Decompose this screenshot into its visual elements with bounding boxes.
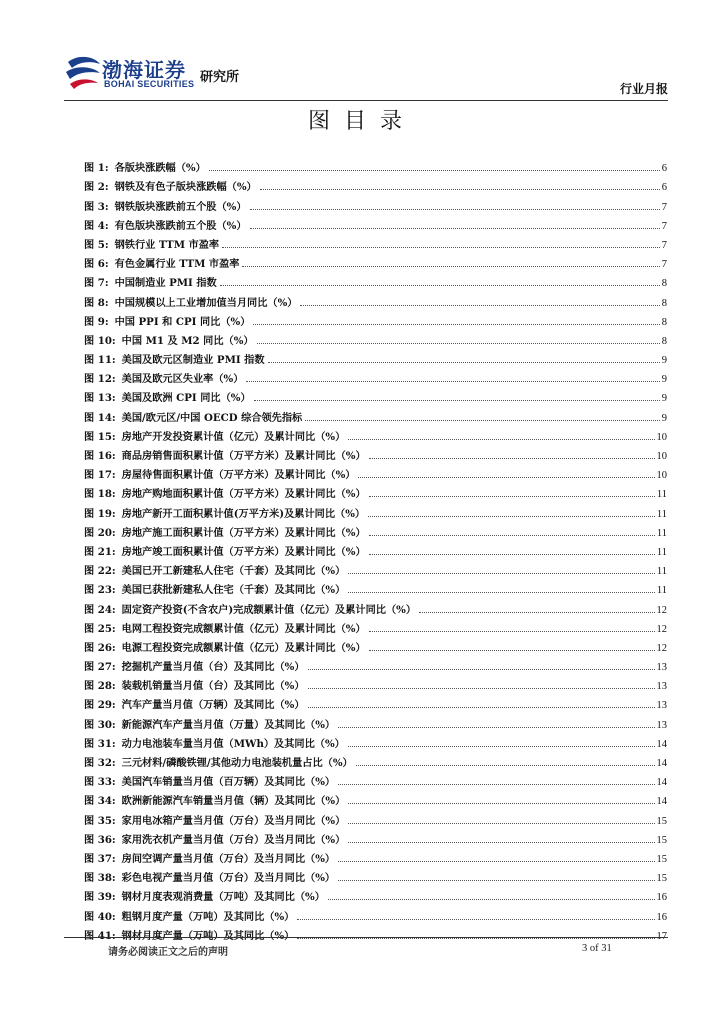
toc-entry[interactable] [84,462,667,481]
toc-dot-leader [348,823,654,824]
toc-entry-label: 图 27: [84,661,116,674]
toc-dot-leader [246,381,659,382]
toc-entry-page: 12 [656,604,667,616]
toc-entry-page: 14 [656,796,667,808]
toc-entry[interactable] [84,347,667,366]
page-header [64,48,668,98]
toc-dot-leader [220,285,660,286]
toc-entry[interactable] [84,616,667,635]
toc-dot-leader [348,803,654,804]
toc-dot-leader [369,650,655,651]
toc-dot-leader [254,400,660,401]
toc-entry-page: 7 [661,220,667,232]
toc-dot-leader [348,573,655,574]
toc-entry-page: 9 [661,412,667,424]
toc-entry-label: 图 32: [84,757,116,769]
toc-entry-page: 11 [656,489,667,501]
toc-dot-leader [348,842,654,843]
toc-entry-title: 钢铁版块涨跌前五个股（%） [114,200,247,213]
toc-entry[interactable] [84,404,667,423]
toc-entry-title: 房地产施工面积累计值（万平方米）及累计同比（%） [121,526,366,539]
toc-entry-title: 钢铁行业 TTM 市盈率 [114,238,220,251]
toc-entry-label: 图 25: [84,622,116,635]
toc-entry-page: 7 [661,201,667,213]
toc-entry-title: 电源工程投资完成额累计值（亿元）及累计同比（%） [121,641,366,654]
toc-entry[interactable] [84,731,667,750]
toc-entry-page: 9 [661,374,667,386]
toc-dot-leader [300,305,659,306]
toc-dot-leader [369,496,655,497]
toc-entry[interactable] [84,596,667,615]
toc-entry-label: 图 22: [84,565,116,578]
toc-entry-page: 16 [656,892,667,904]
toc-entry-label: 图 19: [84,507,116,520]
toc-dot-leader [260,189,660,190]
toc-entry-title: 房地产竣工面积累计值（万平方米）及累计同比（%） [121,545,366,558]
toc-dot-leader [369,458,655,459]
toc-entry-title: 钢材月度产量（万吨）及其同比（%） [121,929,295,942]
toc-entry-page: 11 [656,546,667,558]
toc-entry-label: 图 3: [84,200,109,213]
toc-entry-title: 彩色电视产量当月值（万台）及当月同比（%） [121,872,336,885]
toc-entry-label: 图 21: [84,545,116,558]
toc-entry-label: 图 29: [84,699,116,712]
toc-dot-leader [419,612,654,613]
toc-entry[interactable] [84,251,667,270]
toc-entry-page: 14 [656,777,667,789]
toc-dot-leader [222,247,660,248]
toc-entry-label: 图 37: [84,852,116,865]
toc-entry-title: 美国及欧元区失业率（%） [121,373,244,386]
toc-entry-title: 美国及欧元区制造业 PMI 指数 [121,354,265,367]
toc-entry-label: 图 36: [84,833,116,846]
toc-entry[interactable] [84,328,667,347]
toc-dot-leader [242,266,659,267]
toc-dot-leader [348,439,654,440]
toc-entry-label: 图 9: [84,315,109,328]
toc-dot-leader [338,880,654,881]
toc-dot-leader [308,688,655,689]
report-type: 行业月报 [619,82,668,96]
toc-entry[interactable] [84,481,667,500]
toc-entry-title: 家用洗衣机产量当月值（万台）及当月同比（%） [121,833,346,846]
toc-entry-label: 图 30: [84,718,116,731]
toc-entry-title: 挖掘机产量当月值（台）及其同比（%） [121,661,305,674]
toc-entry-title: 房地产新开工面积累计值(万平方米)及累计同比（%） [121,507,366,520]
toc-entry-title: 房屋待售面积累计值（万平方米）及累计同比（%） [121,469,356,482]
footer-page-number: 3 of 31 [582,943,612,954]
toc-entry[interactable] [84,520,667,539]
toc-entry-label: 图 28: [84,680,116,693]
toc-entry-title: 新能源汽车产量当月值（万量）及其同比（%） [121,718,336,731]
institute-name: 研究所 [200,70,240,85]
toc-entry[interactable] [84,270,667,289]
toc-entry-page: 6 [661,163,667,175]
toc-entry-page: 11 [656,527,667,539]
toc-entry-page: 8 [661,278,667,290]
toc-entry[interactable] [84,385,667,404]
toc-dot-leader [356,765,655,766]
toc-dot-leader [308,707,655,708]
toc-entry-title: 三元材料/磷酸铁锂/其他动力电池装机量占比（%） [121,757,353,769]
toc-entry-label: 图 26: [84,641,116,654]
toc-entry[interactable] [84,884,667,903]
toc-entry-title: 装载机销量当月值（台）及其同比（%） [121,680,305,693]
toc-entry[interactable] [84,443,667,462]
toc-entry-page: 6 [661,182,667,194]
toc-entry-page: 15 [656,834,667,846]
toc-entry[interactable] [84,788,667,807]
toc-entry[interactable] [84,174,667,193]
toc-entry-label: 图 33: [84,776,116,789]
toc-entry-title: 动力电池装车量当月值（MWh）及其同比（%） [121,737,345,750]
toc-entry[interactable] [84,289,667,308]
toc-dot-leader [250,209,660,210]
toc-entry-title: 美国汽车销量当月值（百万辆）及其同比（%） [121,776,336,789]
toc-entry-label: 图 6: [84,258,109,271]
toc-entry[interactable] [84,558,667,577]
toc-entry-label: 图 2: [84,181,109,194]
toc-entry-page: 11 [656,566,667,578]
toc-entry-page: 9 [661,355,667,367]
toc-entry-page: 10 [656,470,667,482]
toc-entry-title: 中国 PPI 和 CPI 同比（%） [114,315,251,328]
toc-dot-leader [348,746,655,747]
toc-entry-title: 钢铁及有色子版块涨跌幅（%） [114,181,257,194]
toc-entry-title: 钢材月度表观消费量（万吨）及其同比（%） [121,891,325,904]
toc-entry-label: 图 14: [84,411,116,424]
toc-dot-leader [297,919,654,920]
toc-dot-leader [305,420,660,421]
toc-entry-title: 美国/欧元区/中国 OECD 综合领先指标 [121,411,303,424]
toc-entry-title: 各版块涨跌幅（%） [114,162,206,175]
toc-entry-page: 14 [656,758,667,769]
toc-entry-label: 图 16: [84,450,116,462]
toc-entry-title: 固定资产投资(不含农户)完成额累计值（亿元）及累计同比（%） [121,603,417,616]
toc-entry-label: 图 8: [84,296,109,309]
toc-entry-page: 11 [656,585,667,597]
toc-dot-leader [250,228,660,229]
toc-entry[interactable] [84,635,667,654]
toc-dot-leader [338,861,654,862]
toc-entry-page: 7 [661,259,667,271]
toc-dot-leader [358,477,654,478]
toc-entry-title: 粗钢月度产量（万吨）及其同比（%） [121,910,295,923]
logo-english-name: BOHAI SECURITIES [104,79,195,89]
toc-entry-page: 15 [656,853,667,865]
toc-entry-label: 图 38: [84,872,116,885]
toc-entry[interactable] [84,692,667,711]
toc-entry[interactable] [84,366,667,385]
toc-entry-label: 图 4: [84,219,109,232]
toc-entry-title: 美国已开工新建私人住宅（千套）及其同比（%） [121,565,346,578]
toc-entry-title: 家用电冰箱产量当月值（万台）及当月同比（%） [121,814,346,827]
toc-entry-page: 13 [656,700,667,712]
toc-entry[interactable] [84,424,667,443]
page-title: 图目录 [307,109,416,134]
toc-entry[interactable] [84,213,667,232]
toc-entry-label: 图 12: [84,373,116,386]
toc-entry-label: 图 7: [84,277,109,290]
toc-entry-title: 商品房销售面积累计值（万平方米）及累计同比（%） [121,450,366,462]
toc-entry-title: 中国制造业 PMI 指数 [114,277,217,290]
toc-entry-page: 8 [661,316,667,328]
toc-entry[interactable] [84,807,667,826]
toc-entry-page: 8 [661,297,667,309]
toc-entry-page: 11 [656,508,667,520]
toc-entry[interactable] [84,846,667,865]
toc-entry-page: 15 [656,873,667,885]
toc-entry[interactable] [84,654,667,673]
toc-entry-page: 12 [656,623,667,635]
toc-dot-leader [209,170,660,171]
toc-entry-title: 有色金属行业 TTM 市盈率 [114,258,240,271]
toc-entry-label: 图 17: [84,469,116,482]
toc-entry[interactable] [84,750,667,769]
toc-entry-label: 图 11: [84,354,116,367]
toc-entry-label: 图 20: [84,526,116,539]
toc-dot-leader [328,899,655,900]
toc-dot-leader [253,324,659,325]
toc-dot-leader [369,535,655,536]
toc-entry-page: 12 [656,642,667,654]
toc-entry[interactable] [84,309,667,328]
toc-dot-leader [268,362,660,363]
toc-entry-label: 图 23: [84,584,116,597]
toc-dot-leader [338,784,654,785]
toc-entry[interactable] [84,711,667,730]
toc-entry-page: 10 [656,451,667,462]
toc-entry-page: 14 [656,738,667,750]
toc-entry-title: 欧洲新能源汽车销量当月值（辆）及其同比（%） [121,795,346,808]
toc-entry-page: 9 [661,393,667,405]
toc-dot-leader [257,343,660,344]
toc-entry-title: 美国已获批新建私人住宅（千套）及其同比（%） [121,584,346,597]
toc-entry-page: 13 [656,662,667,674]
toc-entry-label: 图 41: [84,929,116,942]
toc-entry-page: 17 [656,930,667,942]
toc-dot-leader [348,592,655,593]
toc-entry[interactable] [84,500,667,519]
toc-entry-page: 7 [661,239,667,251]
figure-list [84,155,667,942]
toc-entry-label: 图 35: [84,814,116,827]
toc-dot-leader [369,554,655,555]
bohai-logo-icon [64,54,104,90]
toc-entry-page: 16 [656,911,667,923]
toc-entry[interactable] [84,673,667,692]
toc-entry-title: 中国规模以上工业增加值当月同比（%） [114,296,298,309]
logo-chinese-name: 渤海证券 [102,58,186,82]
toc-entry-label: 图 10: [84,334,116,347]
header-divider [64,100,668,101]
toc-entry-title: 电网工程投资完成额累计值（亿元）及累计同比（%） [121,622,366,635]
toc-dot-leader [369,631,655,632]
toc-dot-leader [338,727,654,728]
toc-entry[interactable] [84,193,667,212]
toc-entry[interactable] [84,232,667,251]
toc-entry-title: 汽车产量当月值（万辆）及其同比（%） [121,699,305,712]
toc-entry[interactable] [84,827,667,846]
toc-entry[interactable] [84,903,667,922]
toc-entry-page: 15 [656,815,667,827]
toc-entry-label: 图 5: [84,238,109,251]
toc-entry-page: 13 [656,681,667,693]
toc-entry-title: 美国及欧洲 CPI 同比（%） [121,392,251,405]
toc-entry[interactable] [84,865,667,884]
toc-entry[interactable] [84,769,667,788]
toc-entry[interactable] [84,923,667,942]
toc-entry-title: 中国 M1 及 M2 同比（%） [121,334,254,347]
footer-divider [64,937,668,938]
toc-entry[interactable] [84,155,667,174]
toc-entry-title: 有色版块涨跌前五个股（%） [114,219,247,232]
toc-dot-leader [368,516,655,517]
toc-entry-label: 图 24: [84,603,116,616]
toc-entry-label: 图 34: [84,795,116,808]
toc-entry-title: 房地产开发投资累计值（亿元）及累计同比（%） [121,430,346,443]
toc-entry-title: 房间空调产量当月值（万台）及当月同比（%） [121,852,336,865]
toc-entry-label: 图 39: [84,891,116,904]
toc-entry-label: 图 1: [84,162,109,175]
toc-dot-leader [308,669,655,670]
toc-entry-label: 图 15: [84,430,116,443]
toc-entry-page: 13 [656,719,667,731]
toc-entry-page: 10 [656,431,667,443]
toc-entry-label: 图 13: [84,392,116,405]
toc-entry[interactable] [84,539,667,558]
toc-entry-label: 图 18: [84,488,116,501]
toc-entry-title: 房地产购地面积累计值（万平方米）及累计同比（%） [121,488,366,501]
toc-entry-label: 图 31: [84,737,116,750]
toc-entry-label: 图 40: [84,910,116,923]
toc-entry-page: 8 [661,335,667,347]
footer-disclaimer: 请务必阅读正文之后的声明 [108,947,228,958]
toc-entry[interactable] [84,577,667,596]
